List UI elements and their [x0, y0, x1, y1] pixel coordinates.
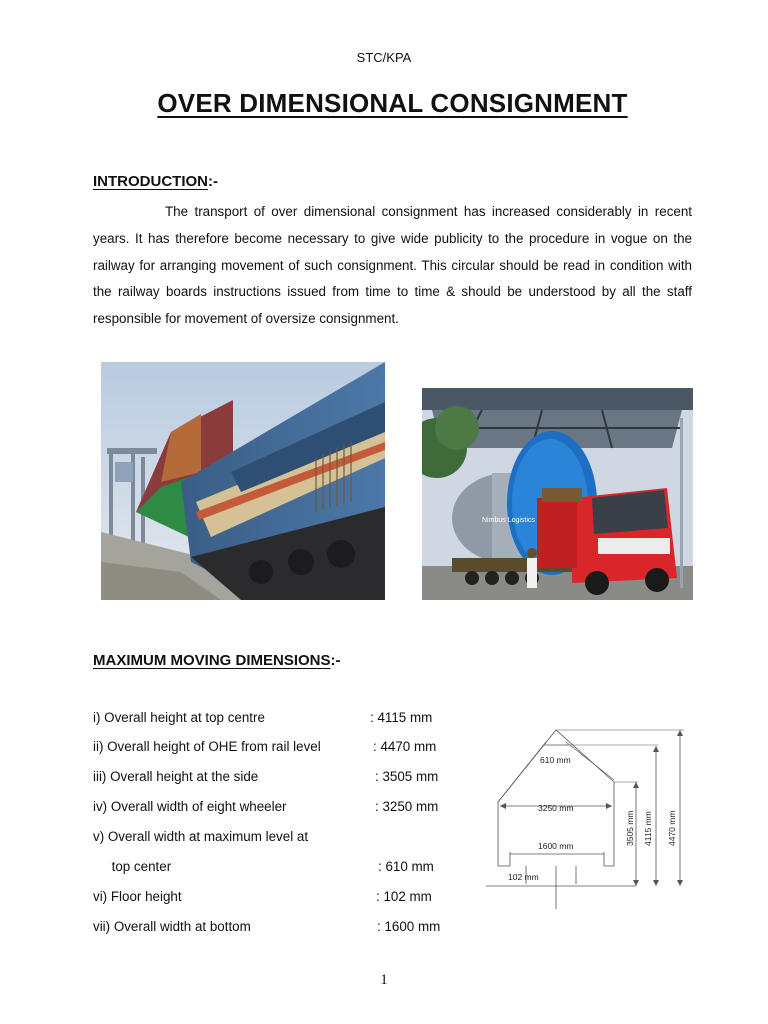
dimension-row	[93, 769, 453, 789]
introduction-heading-suffix: :-	[208, 173, 218, 190]
introduction-paragraph-text: The transport of over dimensional consignment has increased considerably in recent years. It has therefore become necessary to give wide publicity to the procedure in vogue on the railway for arranging movement of such consignment. This circular should be read in condition with the railway boards instructions issued from time to time & should be understood by all the staff responsible for movement of oversize consignment.	[93, 204, 692, 327]
dimension-value: : 102 mm	[376, 889, 432, 904]
dimension-row	[93, 710, 453, 730]
page-number: 1	[380, 972, 388, 988]
dimension-row	[93, 859, 453, 879]
diagram-label-centre-height: 4115 mm	[643, 811, 653, 846]
document-title	[0, 88, 768, 119]
diagram-label-max-width: 3250 mm	[538, 803, 574, 813]
dimension-label: iv) Overall width of eight wheeler	[93, 799, 287, 814]
dimension-value: : 1600 mm	[377, 919, 441, 934]
dimension-row	[93, 919, 453, 939]
dimension-label: v) Overall width at maximum level at	[93, 829, 309, 844]
dimension-label: ii) Overall height of OHE from rail level	[93, 739, 321, 754]
dimension-row	[93, 889, 453, 909]
container-train-image	[101, 362, 385, 600]
dimension-row	[93, 799, 453, 819]
introduction-heading-text: INTRODUCTION	[93, 173, 208, 190]
diagram-label-bottom-width: 1600 mm	[538, 841, 574, 851]
diagram-label-ohe-height: 4470 mm	[667, 810, 677, 846]
dimension-value: : 4470 mm	[373, 739, 437, 754]
diagram-label-top-width: 610 mm	[540, 755, 571, 765]
dimension-diagram	[486, 724, 696, 914]
dimensions-heading-suffix: :-	[330, 652, 341, 669]
introduction-paragraph	[93, 199, 692, 333]
dimension-label: vi) Floor height	[93, 889, 182, 904]
document-title-text: OVER DIMENSIONAL CONSIGNMENT	[157, 88, 628, 118]
introduction-heading	[93, 173, 218, 190]
dimension-label: i) Overall height at top centre	[93, 710, 265, 725]
oversize-truck-image	[422, 388, 693, 600]
dimension-row	[93, 829, 453, 849]
nimbus-logistics-text: Nimbus Logistics	[482, 517, 535, 524]
dimension-label: vii) Overall width at bottom	[93, 919, 251, 934]
dimension-value: : 610 mm	[378, 859, 434, 874]
container-train-photo	[101, 362, 385, 600]
dimensions-heading	[93, 652, 341, 669]
diagram-label-floor-height: 102 mm	[508, 872, 539, 882]
moving-dimensions-diagram	[486, 724, 696, 914]
dimension-value: : 3250 mm	[375, 799, 439, 814]
dimension-value: : 4115 mm	[370, 710, 433, 725]
dimension-value: : 3505 mm	[375, 769, 439, 784]
dimension-row	[93, 739, 453, 759]
diagram-label-side-height: 3505 mm	[625, 810, 635, 846]
dimension-label: top center	[93, 859, 172, 874]
oversize-truck-photo	[422, 388, 693, 600]
dimension-label: iii) Overall height at the side	[93, 769, 259, 784]
dimensions-heading-text: MAXIMUM MOVING DIMENSIONS	[93, 652, 331, 669]
header-code: STC/KPA	[356, 50, 412, 65]
